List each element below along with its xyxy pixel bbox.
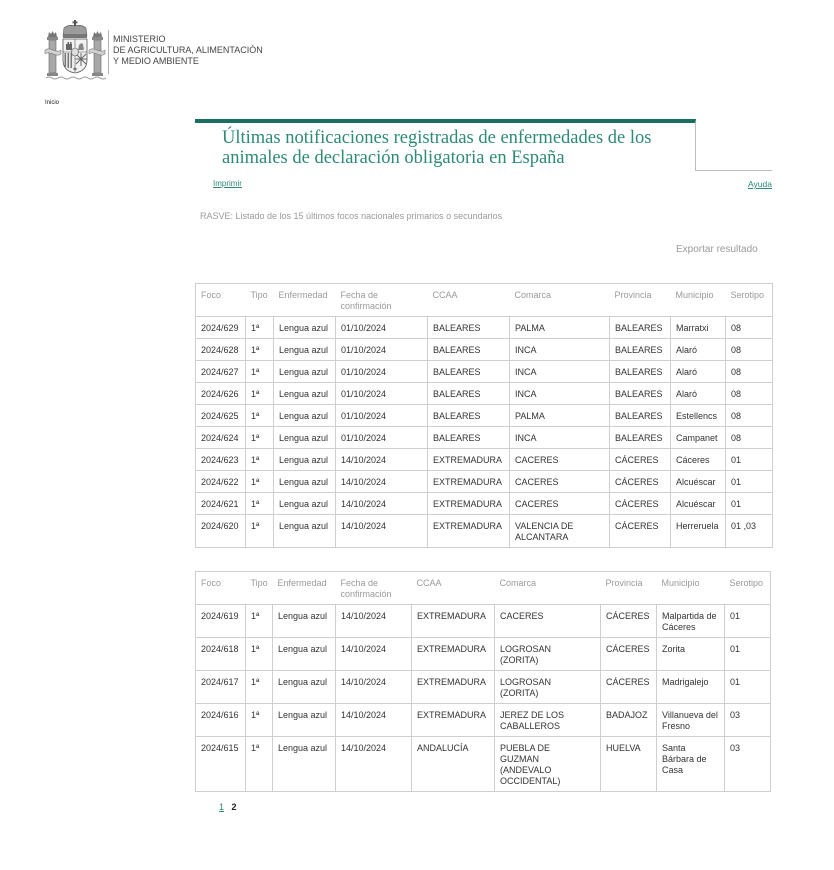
page-link-2: 2: [231, 802, 237, 812]
outbreaks-table-page-1: [195, 283, 773, 548]
cell-serotipo: 08: [726, 405, 773, 427]
help-link[interactable]: Ayuda: [748, 179, 772, 189]
cell-municipio: Marratxi: [671, 317, 726, 339]
cell-serotipo: 01: [725, 671, 771, 704]
table-row: [196, 638, 771, 671]
cell-enfermedad: Lengua azul: [273, 704, 336, 737]
cell-serotipo: 08: [726, 317, 773, 339]
cell-foco: 2024/620: [196, 515, 246, 548]
cell-comarca: LOGROSAN (ZORITA): [495, 638, 601, 671]
cell-provincia: BALEARES: [610, 427, 671, 449]
cell-fecha-confirmacion: 01/10/2024: [336, 317, 428, 339]
cell-fecha-confirmacion: 01/10/2024: [336, 405, 428, 427]
table-row: [196, 405, 773, 427]
cell-serotipo: 08: [726, 427, 773, 449]
cell-fecha-confirmacion: 14/10/2024: [336, 704, 412, 737]
cell-comarca: INCA: [510, 339, 610, 361]
cell-enfermedad: Lengua azul: [273, 671, 336, 704]
cell-municipio: Zorita: [657, 638, 725, 671]
cell-municipio: Alcuéscar: [671, 493, 726, 515]
cell-serotipo: 01: [726, 449, 773, 471]
cell-foco: 2024/619: [196, 605, 246, 638]
column-header-municipio: Municipio: [657, 572, 725, 605]
cell-enfermedad: Lengua azul: [274, 317, 336, 339]
cell-provincia: BALEARES: [610, 339, 671, 361]
cell-comarca: PALMA: [510, 405, 610, 427]
column-header-ccaa: CCAA: [412, 572, 495, 605]
cell-enfermedad: Lengua azul: [273, 605, 336, 638]
cell-enfermedad: Lengua azul: [274, 383, 336, 405]
cell-tipo: 1ª: [246, 493, 274, 515]
cell-comarca: INCA: [510, 383, 610, 405]
cell-enfermedad: Lengua azul: [274, 361, 336, 383]
cell-municipio: Alaró: [671, 361, 726, 383]
cell-fecha-confirmacion: 14/10/2024: [336, 671, 412, 704]
cell-foco: 2024/626: [196, 383, 246, 405]
cell-fecha-confirmacion: 01/10/2024: [336, 383, 428, 405]
cell-serotipo: 03: [725, 737, 771, 792]
cell-serotipo: 01: [726, 493, 773, 515]
column-header-comarca: Comarca: [495, 572, 601, 605]
cell-tipo: 1ª: [246, 427, 274, 449]
cell-enfermedad: Lengua azul: [274, 449, 336, 471]
column-header-provincia: Provincia: [610, 284, 671, 317]
cell-enfermedad: Lengua azul: [274, 339, 336, 361]
cell-tipo: 1ª: [246, 737, 273, 792]
column-header-tipo: Tipo: [246, 284, 274, 317]
cell-foco: 2024/625: [196, 405, 246, 427]
cell-ccaa: EXTREMADURA: [412, 671, 495, 704]
print-link[interactable]: Imprimir: [213, 179, 242, 188]
cell-ccaa: EXTREMADURA: [428, 493, 510, 515]
cell-provincia: BADAJOZ: [601, 704, 657, 737]
cell-provincia: CÁCERES: [601, 638, 657, 671]
table-row: [196, 449, 773, 471]
cell-ccaa: EXTREMADURA: [412, 704, 495, 737]
cell-comarca: LOGROSAN (ZORITA): [495, 671, 601, 704]
cell-enfermedad: Lengua azul: [273, 638, 336, 671]
column-header-foco: Foco: [196, 572, 246, 605]
cell-comarca: VALENCIA DE ALCANTARA: [510, 515, 610, 548]
cell-comarca: PUEBLA DE GUZMAN (ANDEVALO OCCIDENTAL): [495, 737, 601, 792]
cell-foco: 2024/622: [196, 471, 246, 493]
cell-municipio: Alaró: [671, 339, 726, 361]
column-header-comarca: Comarca: [510, 284, 610, 317]
table-row: [196, 361, 773, 383]
table-row: [196, 383, 773, 405]
cell-tipo: 1ª: [246, 471, 274, 493]
cell-fecha-confirmacion: 14/10/2024: [336, 638, 412, 671]
cell-tipo: 1ª: [246, 671, 273, 704]
cell-fecha-confirmacion: 14/10/2024: [336, 449, 428, 471]
cell-serotipo: 08: [726, 361, 773, 383]
cell-municipio: Estellencs: [671, 405, 726, 427]
cell-foco: 2024/627: [196, 361, 246, 383]
cell-tipo: 1ª: [246, 605, 273, 638]
page-title: Últimas notificaciones registradas de enfermedades de los animales de declaración obligatoria en España: [222, 128, 652, 168]
cell-tipo: 1ª: [246, 339, 274, 361]
ministry-name: [113, 34, 263, 67]
table-row: [196, 515, 773, 548]
cell-fecha-confirmacion: 14/10/2024: [336, 471, 428, 493]
table-row: [196, 427, 773, 449]
listing-description: RASVE: Listado de los 15 últimos focos nacionales primarios o secundarios: [200, 211, 503, 221]
page-link-1[interactable]: 1: [219, 802, 225, 812]
cell-foco: 2024/617: [196, 671, 246, 704]
cell-serotipo: 01 ,03: [726, 515, 773, 548]
table-header-row: [196, 572, 771, 605]
table-row: [196, 605, 771, 638]
cell-provincia: CÁCERES: [610, 471, 671, 493]
table-row: [196, 737, 771, 792]
ministry-name-line: DE AGRICULTURA, ALIMENTACIÓN: [113, 45, 263, 55]
cell-ccaa: EXTREMADURA: [412, 638, 495, 671]
title-rule: [695, 170, 772, 171]
cell-comarca: CACERES: [495, 605, 601, 638]
cell-comarca: CACERES: [510, 471, 610, 493]
cell-foco: 2024/624: [196, 427, 246, 449]
cell-comarca: PALMA: [510, 317, 610, 339]
column-header-municipio: Municipio: [671, 284, 726, 317]
cell-enfermedad: Lengua azul: [274, 471, 336, 493]
table-row: [196, 317, 773, 339]
ministry-name-line: Y MEDIO AMBIENTE: [113, 56, 199, 66]
cell-fecha-confirmacion: 14/10/2024: [336, 515, 428, 548]
cell-provincia: BALEARES: [610, 383, 671, 405]
cell-ccaa: EXTREMADURA: [428, 449, 510, 471]
cell-foco: 2024/616: [196, 704, 246, 737]
cell-ccaa: EXTREMADURA: [428, 515, 510, 548]
cell-fecha-confirmacion: 01/10/2024: [336, 361, 428, 383]
outbreaks-table-page-2: [195, 571, 771, 792]
cell-serotipo: 08: [726, 339, 773, 361]
ministry-name-line: MINISTERIO: [113, 34, 166, 44]
cell-foco: 2024/615: [196, 737, 246, 792]
cell-foco: 2024/623: [196, 449, 246, 471]
column-header-foco: Foco: [196, 284, 246, 317]
cell-ccaa: BALEARES: [428, 405, 510, 427]
cell-tipo: 1ª: [246, 449, 274, 471]
cell-municipio: Villanueva del Fresno: [657, 704, 725, 737]
cell-enfermedad: Lengua azul: [274, 405, 336, 427]
cell-ccaa: EXTREMADURA: [428, 471, 510, 493]
cell-ccaa: BALEARES: [428, 317, 510, 339]
column-header-ccaa: CCAA: [428, 284, 510, 317]
cell-enfermedad: Lengua azul: [273, 737, 336, 792]
cell-ccaa: BALEARES: [428, 427, 510, 449]
cell-serotipo: 03: [725, 704, 771, 737]
cell-provincia: BALEARES: [610, 405, 671, 427]
cell-enfermedad: Lengua azul: [274, 493, 336, 515]
cell-provincia: HUELVA: [601, 737, 657, 792]
cell-municipio: Campanet: [671, 427, 726, 449]
cell-ccaa: BALEARES: [428, 361, 510, 383]
breadcrumb-home-link[interactable]: Inicio: [45, 100, 60, 106]
cell-ccaa: ANDALUCÍA: [412, 737, 495, 792]
column-header-provincia: Provincia: [601, 572, 657, 605]
cell-serotipo: 01: [725, 638, 771, 671]
cell-serotipo: 01: [726, 471, 773, 493]
cell-tipo: 1ª: [246, 515, 274, 548]
cell-comarca: INCA: [510, 427, 610, 449]
cell-municipio: Madrigalejo: [657, 671, 725, 704]
column-header-fecha-confirmacion: Fecha de confirmación: [336, 572, 412, 605]
cell-tipo: 1ª: [246, 638, 273, 671]
table-header-row: [196, 284, 773, 317]
table-row: [196, 471, 773, 493]
cell-serotipo: 01: [725, 605, 771, 638]
cell-provincia: BALEARES: [610, 361, 671, 383]
cell-ccaa: BALEARES: [428, 339, 510, 361]
cell-ccaa: BALEARES: [428, 383, 510, 405]
cell-ccaa: EXTREMADURA: [412, 605, 495, 638]
cell-foco: 2024/621: [196, 493, 246, 515]
cell-provincia: CÁCERES: [610, 493, 671, 515]
column-header-enfermedad: Enfermedad: [274, 284, 336, 317]
cell-fecha-confirmacion: 01/10/2024: [336, 339, 428, 361]
cell-fecha-confirmacion: 01/10/2024: [336, 427, 428, 449]
table-row: [196, 493, 773, 515]
cell-comarca: JEREZ DE LOS CABALLEROS: [495, 704, 601, 737]
cell-municipio: Malpartida de Cáceres: [657, 605, 725, 638]
cell-fecha-confirmacion: 14/10/2024: [336, 737, 412, 792]
pagination: [219, 802, 242, 813]
cell-provincia: CÁCERES: [601, 671, 657, 704]
cell-foco: 2024/618: [196, 638, 246, 671]
cell-fecha-confirmacion: 14/10/2024: [336, 493, 428, 515]
cell-foco: 2024/628: [196, 339, 246, 361]
table-row: [196, 339, 773, 361]
column-header-tipo: Tipo: [246, 572, 273, 605]
cell-enfermedad: Lengua azul: [274, 515, 336, 548]
cell-tipo: 1ª: [246, 317, 274, 339]
cell-fecha-confirmacion: 14/10/2024: [336, 605, 412, 638]
cell-enfermedad: Lengua azul: [274, 427, 336, 449]
export-results-link[interactable]: Exportar resultado: [676, 244, 758, 255]
cell-municipio: Alcuéscar: [671, 471, 726, 493]
cell-municipio: Cáceres: [671, 449, 726, 471]
column-header-serotipo: Serotipo: [725, 572, 771, 605]
cell-comarca: CACERES: [510, 493, 610, 515]
cell-tipo: 1ª: [246, 383, 274, 405]
cell-tipo: 1ª: [246, 361, 274, 383]
column-header-fecha-confirmacion: Fecha de confirmación: [336, 284, 428, 317]
cell-tipo: 1ª: [246, 405, 274, 427]
cell-comarca: CACERES: [510, 449, 610, 471]
cell-municipio: Santa Bárbara de Casa: [657, 737, 725, 792]
cell-municipio: Alaró: [671, 383, 726, 405]
cell-tipo: 1ª: [246, 704, 273, 737]
cell-serotipo: 08: [726, 383, 773, 405]
cell-provincia: BALEARES: [610, 317, 671, 339]
column-header-enfermedad: Enfermedad: [273, 572, 336, 605]
cell-provincia: CÁCERES: [610, 515, 671, 548]
cell-municipio: Herreruela: [671, 515, 726, 548]
coat-of-arms-logo[interactable]: [44, 20, 106, 82]
table-row: [196, 671, 771, 704]
header-divider: [108, 30, 109, 74]
table-row: [196, 704, 771, 737]
column-header-serotipo: Serotipo: [726, 284, 773, 317]
cell-provincia: CÁCERES: [610, 449, 671, 471]
cell-comarca: INCA: [510, 361, 610, 383]
cell-provincia: CÁCERES: [601, 605, 657, 638]
cell-foco: 2024/629: [196, 317, 246, 339]
